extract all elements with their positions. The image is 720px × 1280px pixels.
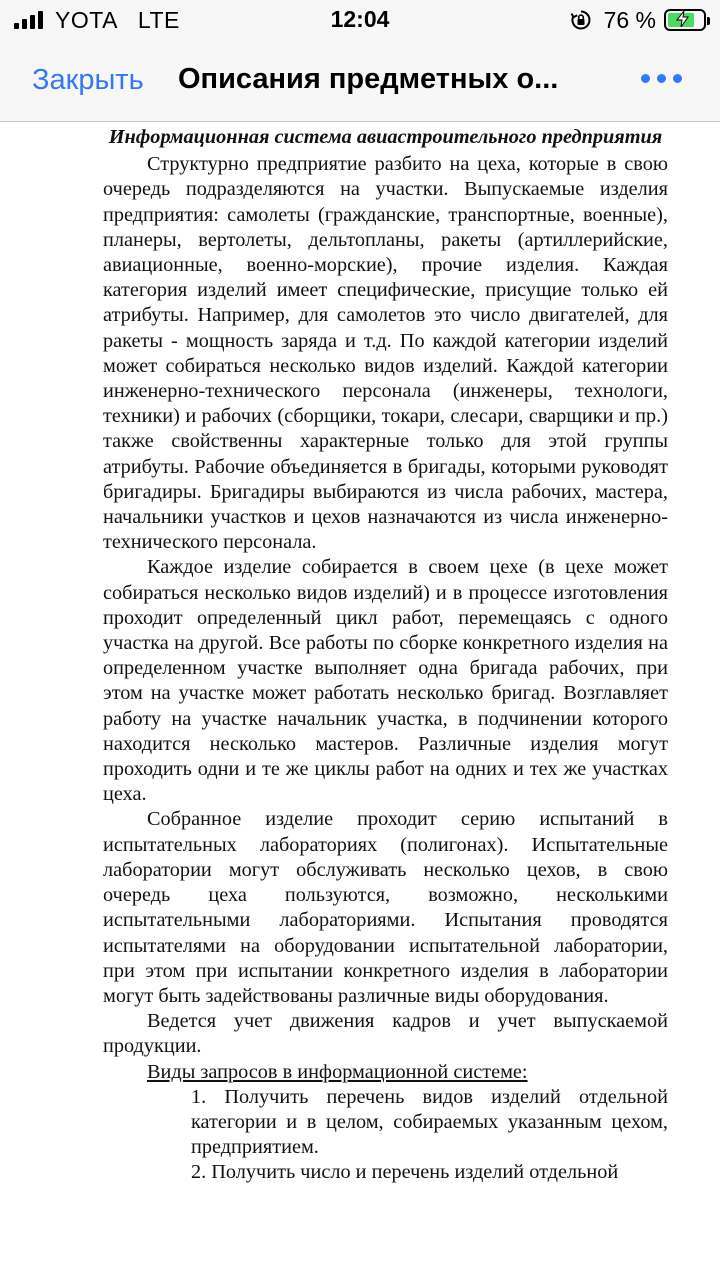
status-left <box>14 6 180 34</box>
query-list <box>103 1085 668 1186</box>
charging-bolt-icon <box>676 11 690 27</box>
paragraph: Ведется учет движения кадров и учет выпускаемой продукции. <box>103 1010 668 1058</box>
signal-icon <box>14 11 43 29</box>
paragraph: Структурно предприятие разбито на цеха, которые в свою очередь подразделяются на участки. Выпускаемые изделия предприятия: самолеты (гражданские, транспортные, военные), планеры, вертолеты, дельтопланы, ракеты (артиллерийские, авиационные, военно-морские), прочие изделия. Каждая категория изделий имеет специфические, присущие только ей атрибуты. Например, для самолетов это число двигателей, для ракеты - мощность заряда и т.д. По каждой категории изделий может собираться несколько видов изделий. Каждой категории инженерно-технического персонала (инженеры, технологи, техники) и рабочих (сборщики, токари, слесари, сварщики и пр.) также свойственны характерные только для этой группы атрибуты. Рабочие объединяется в бригады, которыми руководят бригадиры. Бригадиры выбираются из числа рабочих, мастера, начальники участков и цехов назначаются из числа инженерно-технического персонала. <box>103 153 668 554</box>
list-item: 1. Получить перечень видов изделий отдельной категории и в целом, собираемых указанным цехом, предприятием. <box>191 1085 668 1159</box>
paragraph: Каждое изделие собирается в своем цехе (в цехе может собираться несколько видов изделий) и в процессе изготовления проходит определенный цикл работ, перемещаясь с одного участка на другой. Все работы по сборке конкретного изделия на определенном участке выполняет одна бригада рабочих, при этом на участке может работать несколько бригад. Возглавляет работу на участке начальник участка, в подчинении которого находится несколько мастеров. Различные изделия могут проходить одни и те же циклы работ на одних и тех же участках цеха. <box>103 556 668 806</box>
carrier-name: YOTA <box>55 6 118 33</box>
clock: 12:04 <box>330 6 390 32</box>
battery-percent: 76 % <box>603 6 656 33</box>
nav-bar <box>0 40 720 122</box>
page-title: Описания предметных о... <box>178 63 559 95</box>
status-right <box>570 6 706 34</box>
orientation-lock-icon <box>570 9 592 31</box>
document-page <box>103 125 668 1186</box>
dot-icon <box>673 74 682 83</box>
battery-tip <box>707 17 710 25</box>
section-heading: Виды запросов в информационной системе: <box>147 1060 528 1083</box>
battery-charging-icon <box>664 9 706 31</box>
dot-icon <box>641 74 650 83</box>
network-type: LTE <box>137 6 180 33</box>
dot-icon <box>657 74 666 83</box>
paragraph: Собранное изделие проходит серию испытаний в испытательных лабораториях (полигонах). Испытательные лаборатории могут обслуживать несколько цехов, в свою очередь цеха пользуются, возможно, несколькими испытательными лабораториями. Испытания проводятся испытателями на оборудовании испытательной лаборатории, при этом при испытании конкретного изделия в лаборатории могут быть задействованы различные виды оборудования. <box>103 808 668 1007</box>
document-viewer[interactable] <box>0 123 720 1280</box>
list-item: 2. Получить число и перечень изделий отдельной <box>191 1161 619 1184</box>
status-bar <box>0 0 720 40</box>
more-options-button[interactable] <box>641 74 682 83</box>
document-title: Информационная система авиастроительного предприятия <box>108 126 663 148</box>
close-button[interactable]: Закрыть <box>32 64 144 96</box>
